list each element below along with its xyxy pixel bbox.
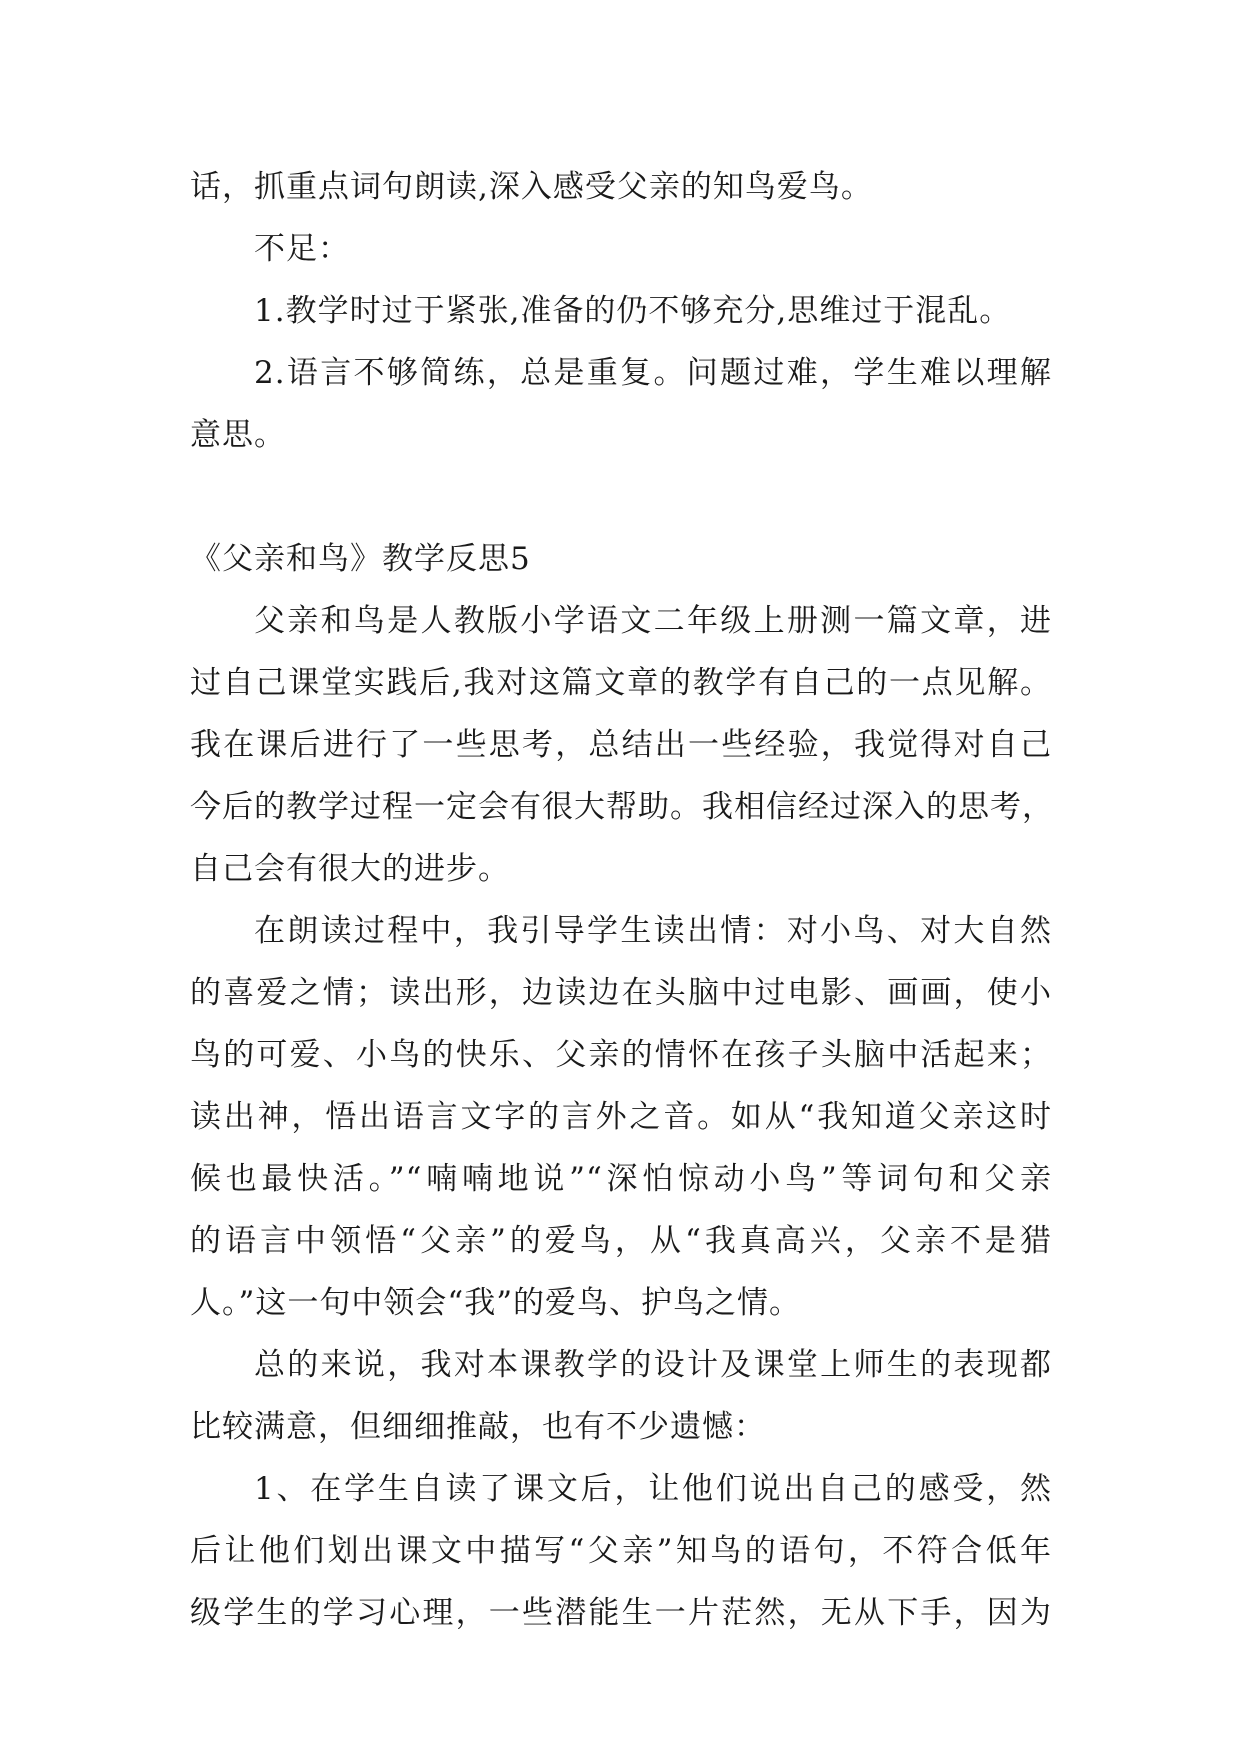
paragraph-line: 人。”这一句中领会“我”的爱鸟、护鸟之情。 [190,1285,802,1321]
paragraph-line: 候也最快活。”“喃喃地说”“深怕惊动小鸟”等词句和父亲 [190,1161,1052,1197]
paragraph-line: 鸟的可爱、小鸟的快乐、父亲的情怀在孩子头脑中活起来； [190,1037,1052,1073]
section-label-shortcomings: 不足： [254,231,350,267]
paragraph-line: 比较满意，但细细推敲，也有不少遗憾： [190,1409,766,1445]
paragraph-line: 后让他们划出课文中描写“父亲”知鸟的语句，不符合低年 [190,1533,1052,1569]
paragraph-line: 级学生的学习心理，一些潜能生一片茫然，无从下手，因为 [190,1595,1052,1631]
list-item: 1、在学生自读了课文后，让他们说出自己的感受，然 [254,1471,1052,1507]
paragraph-line: 的喜爱之情；读出形，边读边在头脑中过电影、画画，使小 [190,975,1052,1011]
paragraph-line: 我在课后进行了一些思考，总结出一些经验，我觉得对自己 [190,727,1052,763]
paragraph-line: 自己会有很大的进步。 [190,851,510,887]
paragraph-line: 过自己课堂实践后,我对这篇文章的教学有自己的一点见解。 [190,665,1052,701]
document-page [190,156,1052,1644]
section-heading: 《父亲和鸟》教学反思5 [190,541,531,577]
paragraph-line: 意思。 [190,417,286,453]
list-item: 1.教学时过于紧张,准备的仍不够充分,思维过于混乱。 [254,293,1012,329]
paragraph-line: 今后的教学过程一定会有很大帮助。我相信经过深入的思考， [190,789,1054,825]
paragraph-line: 在朗读过程中，我引导学生读出情：对小鸟、对大自然 [254,913,1052,949]
paragraph-line: 父亲和鸟是人教版小学语文二年级上册测一篇文章，进 [254,603,1052,639]
paragraph-line: 总的来说，我对本课教学的设计及课堂上师生的表现都 [254,1347,1052,1383]
section-gap [190,466,1052,528]
list-item: 2.语言不够简练，总是重复。问题过难，学生难以理解 [254,355,1052,391]
paragraph-line: 话，抓重点词句朗读,深入感受父亲的知鸟爱鸟。 [190,169,873,205]
paragraph-line: 读出神，悟出语言文字的言外之音。如从“我知道父亲这时 [190,1099,1052,1135]
paragraph-line: 的语言中领悟“父亲”的爱鸟，从“我真高兴，父亲不是猎 [190,1223,1052,1259]
